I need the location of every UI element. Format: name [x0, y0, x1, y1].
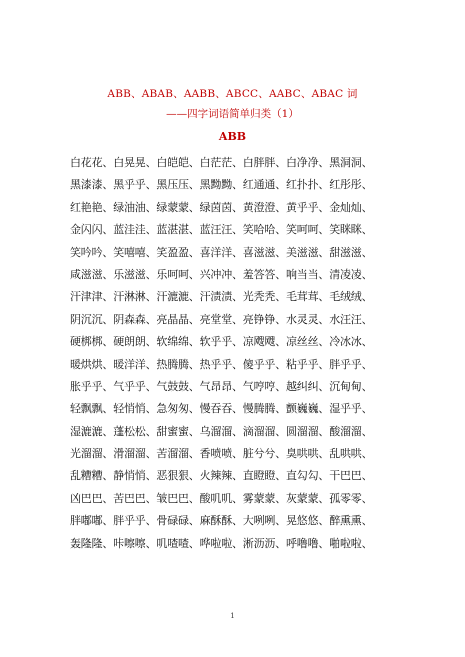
word-list-line: 凶巴巴、苦巴巴、皱巴巴、酸叽叽、雾蒙蒙、灰蒙蒙、孤零零、 — [70, 491, 373, 505]
word-list-line: 咸滋滋、乐滋滋、乐呵呵、兴冲冲、羞答答、响当当、清凌凌、 — [70, 267, 373, 281]
word-list-line: 暖烘烘、暖洋洋、热腾腾、热乎乎、傻乎乎、粘乎乎、胖乎乎、 — [70, 357, 373, 371]
word-list-line: 汗津津、汗淋淋、汗漉漉、汗渍渍、光秃秃、毛茸茸、毛绒绒、 — [70, 290, 373, 304]
word-list-line: 黑漆漆、黑乎乎、黑压压、黑黝黝、红通通、红扑扑、红彤彤、 — [70, 178, 373, 192]
word-list-line: 红艳艳、绿油油、绿蒙蒙、绿茵茵、黄澄澄、黄乎乎、金灿灿、 — [70, 200, 373, 214]
word-list-line: 阴沉沉、阴森森、亮晶晶、亮堂堂、亮铮铮、水灵灵、水汪汪、 — [70, 312, 373, 326]
section-heading: ABB — [218, 130, 247, 143]
word-list-line: 湿漉漉、蓬松松、甜蜜蜜、乌溜溜、滴溜溜、圆溜溜、酸溜溜、 — [70, 424, 373, 438]
word-list-line: 胖嘟嘟、胖乎乎、骨碌碌、麻酥酥、大咧咧、晃悠悠、醉熏熏、 — [70, 514, 373, 528]
word-list-line: 硬梆梆、硬朗朗、软绵绵、软乎乎、凉飕飕、凉丝丝、冷冰冰、 — [70, 335, 373, 349]
word-list-line: 胀乎乎、气乎乎、气鼓鼓、气昂昂、气哼哼、越纠纠、沉甸甸、 — [70, 379, 373, 393]
word-list-line: 金闪闪、蓝洼洼、蓝湛湛、蓝汪汪、笑哈哈、笑呵呵、笑眯眯、 — [70, 223, 373, 237]
word-list-line: 乱糟糟、静悄悄、恶狠狠、火辣辣、直瞪瞪、直勾勾、干巴巴、 — [70, 469, 373, 483]
word-list-line: 笑吟吟、笑嘻嘻、笑盈盈、喜洋洋、喜滋滋、美滋滋、甜滋滋、 — [70, 245, 373, 259]
word-list-line: 光溜溜、滑溜溜、苦溜溜、香喷喷、脏兮兮、臭哄哄、乱哄哄、 — [70, 447, 373, 461]
word-list-line: 轰隆隆、咔嚓嚓、叽喳喳、哗啦啦、淅沥沥、呼噜噜、啪啦啦、 — [70, 536, 373, 550]
document-title: ABB、ABAB、AABB、ABCC、AABC、ABAC 词 — [107, 88, 358, 100]
page-number: 1 — [230, 612, 235, 620]
word-list — [70, 152, 410, 555]
document-subtitle: ——四字词语简单归类（1） — [166, 108, 299, 120]
word-list-line: 轻飘飘、轻悄悄、急匆匆、慢吞吞、慢腾腾、颤巍巍、湿乎乎、 — [70, 402, 373, 416]
word-list-line: 白花花、白晃晃、白皑皑、白茫茫、白胖胖、白净净、黑洞洞、 — [70, 156, 373, 169]
